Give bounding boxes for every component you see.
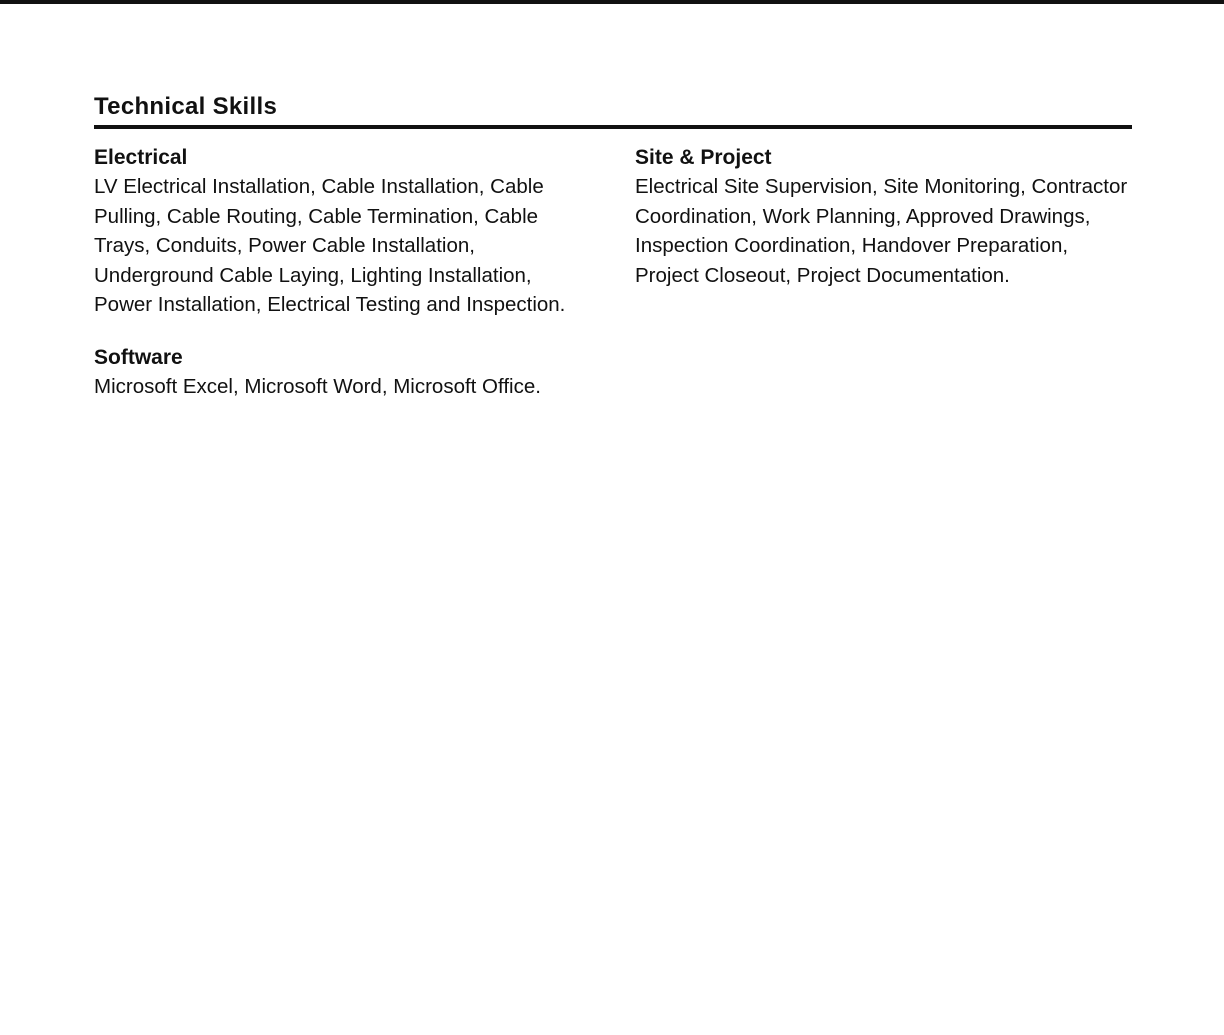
technical-skills-section [94,90,1132,424]
skill-group-title: Software [94,345,183,369]
skill-group-list: Microsoft Excel, Microsoft Word, Microsoft Office. [94,374,541,398]
skill-group-list: Electrical Site Supervision, Site Monitoring, Contractor Coordination, Work Planning, Approved Drawings, Inspection Coordination, Handover Preparation, Project Closeout, Project Documentation. [635,175,1128,287]
skill-group-list: LV Electrical Installation, Cable Installation, Cable Pulling, Cable Routing, Cable Termination, Cable Trays, Conduits, Power Cable Installation, Underground Cable Laying, Lighting Installation, Power Installation, Electrical Testing and Inspection. [94,175,566,316]
section-divider [94,125,1132,129]
skill-group-title: Electrical [94,146,188,169]
section-title: Technical Skills [94,93,278,120]
skills-grid [94,143,1132,424]
skill-group-electrical [94,143,588,320]
skill-group-title: Site & Project [635,146,772,169]
top-border-rule [0,0,1224,4]
skill-group-software [94,343,588,402]
skill-group-site-project [635,143,1132,320]
